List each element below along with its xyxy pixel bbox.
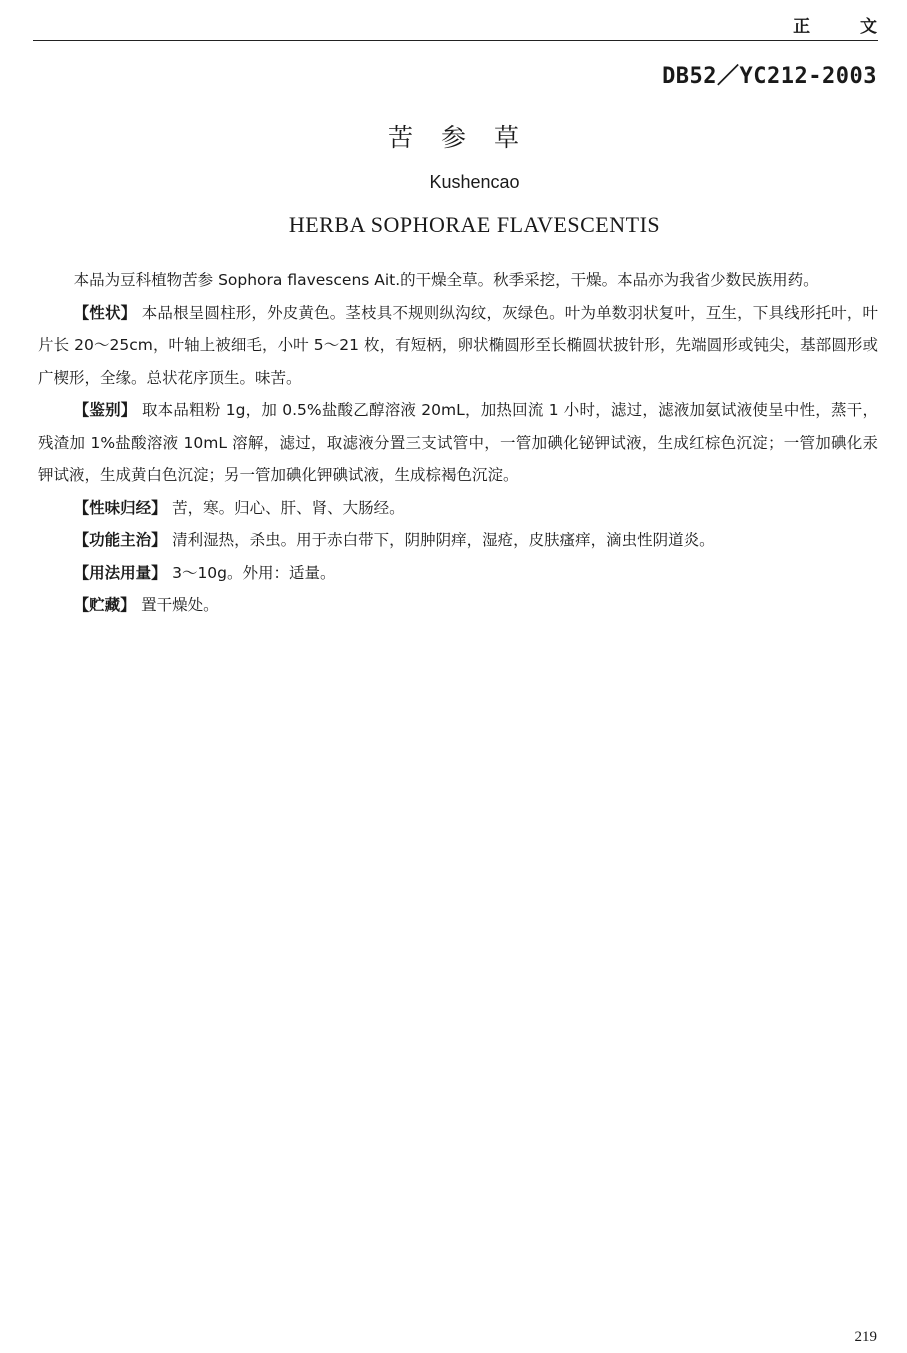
section-function-indication [38, 524, 878, 557]
section-label: 【功能主治】 [73, 531, 167, 549]
section-text: 取本品粗粉 1g，加 0.5%盐酸乙醇溶液 20mL，加热回流 1 小时，滤过，滤液加氨试液使呈中性，蒸干，残渣加 1%盐酸溶液 10mL 溶解，滤过，取滤液分置三支试管中，一管加碘化铋钾试液，生成红棕色沉淀；一管加碘化汞钾试液，生成黄白色沉淀；另一管加碘化钾碘试液，生成棕褐色沉淀。 [38, 401, 878, 484]
running-header: 正 文 [793, 17, 899, 37]
section-text: 本品根呈圆柱形，外皮黄色。茎枝具不规则纵沟纹，灰绿色。叶为单数羽状复叶，互生，下具线形托叶，叶片长 20～25cm，叶轴上被细毛，小叶 5～21 枚，有短柄，卵状椭圆形至长椭圆状披针形，先端圆形或钝尖，基部圆形或广楔形，全缘。总状花序顶生。味苦。 [38, 303, 878, 387]
title-chinese: 苦参草 [387, 123, 547, 152]
monograph-body [38, 264, 878, 622]
section-label: 【鉴别】 [73, 401, 137, 419]
section-description [38, 297, 878, 395]
header-rule [33, 40, 878, 41]
section-text: 3～10g。外用：适量。 [172, 563, 336, 582]
standard-number: DB52／YC212-2003 [662, 64, 877, 89]
section-property-meridian [38, 492, 878, 525]
section-identification [38, 394, 878, 492]
title-latin: HERBA SOPHORAE FLAVESCENTIS [288, 212, 661, 237]
section-storage [38, 589, 878, 622]
section-label: 【性状】 [73, 303, 137, 322]
page-number: 219 [854, 1329, 877, 1345]
intro-paragraph: 本品为豆科植物苦参 Sophora flavescens Ait.的干燥全草。秋季采挖，干燥。本品亦为我省少数民族用药。 [73, 271, 819, 289]
section-text: 苦，寒。归心、肝、肾、大肠经。 [172, 498, 405, 517]
section-label: 【性味归经】 [73, 498, 167, 517]
section-text: 置干燥处。 [141, 596, 219, 614]
section-text: 清利湿热，杀虫。用于赤白带下，阴肿阴痒，湿疮，皮肤瘙痒，滴虫性阴道炎。 [172, 531, 715, 549]
section-label: 【贮藏】 [73, 596, 136, 614]
section-label: 【用法用量】 [73, 563, 167, 582]
title-pinyin: Kushencao [429, 172, 520, 192]
section-usage-dosage [38, 557, 878, 590]
